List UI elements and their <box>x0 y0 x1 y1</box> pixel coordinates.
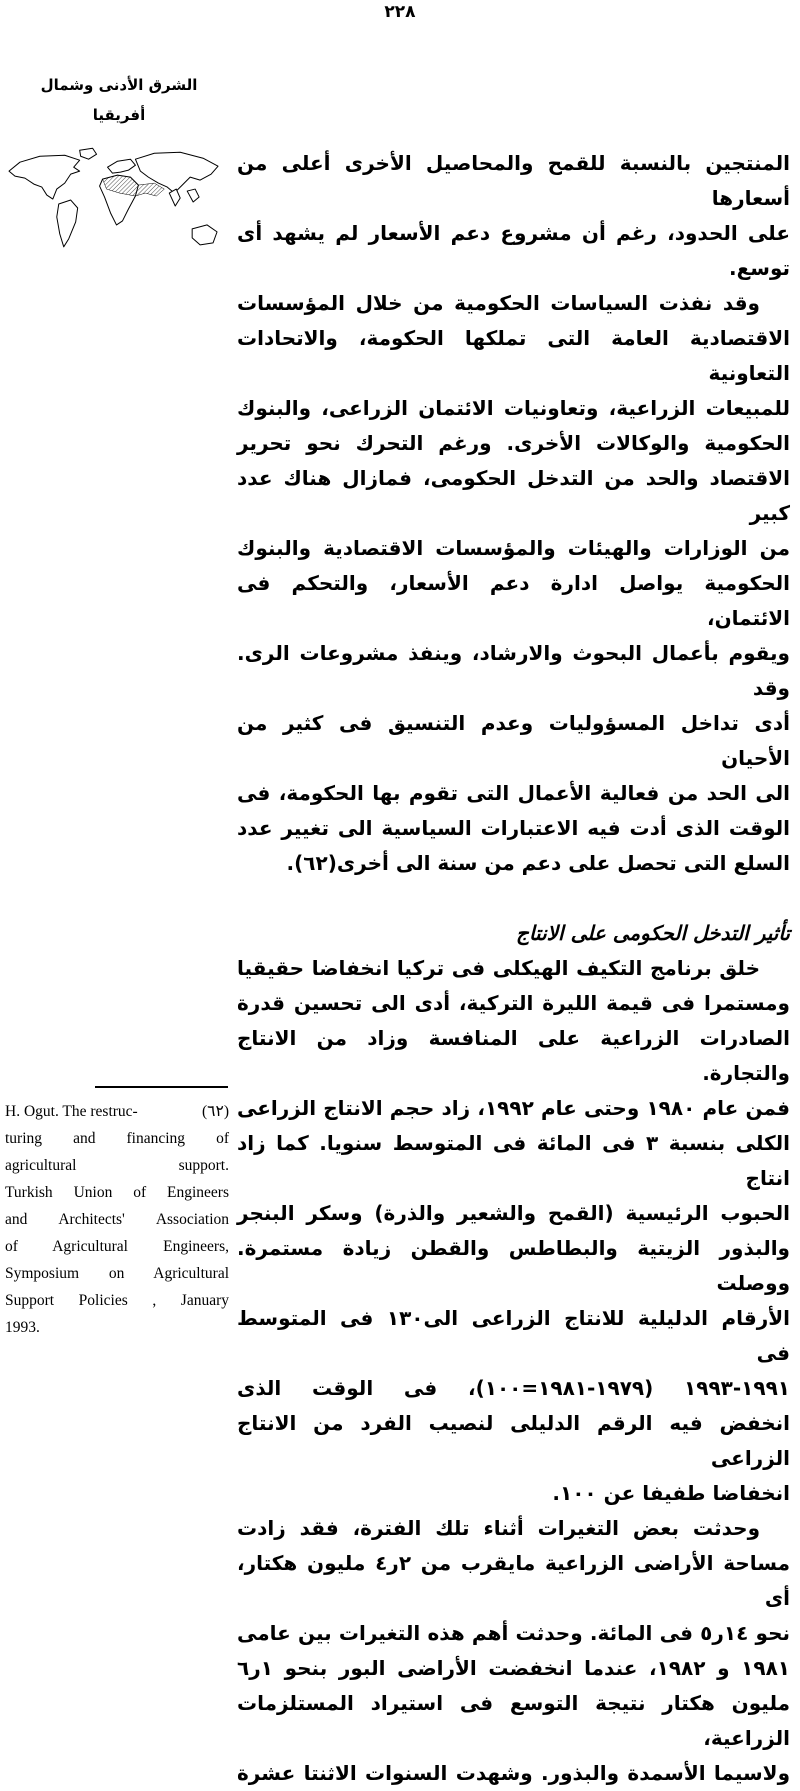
body-line: المنتجين بالنسبة للقمح والمحاصيل الأخرى أعلى من أسعارها <box>237 151 790 210</box>
paragraph-2 <box>237 286 790 881</box>
footnote-line: 1993. <box>5 1319 40 1336</box>
body-line-with-footnote-ref: السلع التى تحصل على دعم من سنة الى أخرى(٦٢). <box>286 851 790 875</box>
footnote-marker: (٦٢) <box>202 1103 229 1120</box>
map-caption-line-2: أفريقيا <box>92 106 146 124</box>
north-america-shape <box>9 155 80 199</box>
world-map <box>5 140 229 272</box>
body-line: انخفاضا طفيفا عن ١٠٠. <box>552 1481 790 1505</box>
footnote-text-start: H. Ogut. The restruc- <box>5 1103 138 1120</box>
body-line: توسع. <box>729 256 790 280</box>
body-line: خلق برنامج التكيف الهيكلى فى تركيا انخفاضا حقيقيا <box>237 956 760 980</box>
australia-shape <box>192 225 217 245</box>
body-line: أدى تداخل المسؤوليات وعدم التنسيق فى كثير من الأحيان <box>237 711 790 770</box>
section-heading: تأثير التدخل الحكومى على الانتاج <box>516 921 790 945</box>
body-line: الحكومية يواصل ادارة دعم الأسعار، والتحكم فى الائتمان، <box>237 571 790 630</box>
body-line: والبذور الزيتية والبطاطس والقطن زيادة مستمرة. ووصلت <box>237 1236 790 1295</box>
body-line: على الحدود، رغم أن مشروع دعم الأسعار لم يشهد أى <box>237 221 790 245</box>
paragraph-3 <box>237 951 790 1511</box>
body-line: ١٩٩١-١٩٩٣ (١٩٧٩-١٩٨١=١٠٠)، فى الوقت الذى <box>237 1376 790 1400</box>
footnote-line: agricultural support. <box>5 1157 229 1174</box>
body-line: الاقتصاد والحد من التدخل الحكومى، فمازال هناك عدد كبير <box>237 466 790 525</box>
footnote-line: and Architects' Association <box>5 1211 229 1228</box>
body-line: الاقتصادية العامة التى تملكها الحكومة، والاتحادات التعاونية <box>237 326 790 385</box>
footnote-line: turing and financing of <box>5 1130 229 1147</box>
body-line: الى الحد من فعالية الأعمال التى تقوم بها الحكومة، فى <box>237 781 790 805</box>
body-line: فمن عام ١٩٨٠ وحتى عام ١٩٩٢، زاد حجم الانتاج الزراعى <box>237 1096 791 1120</box>
body-line: ومستمرا فى قيمة الليرة التركية، أدى الى تحسين قدرة <box>237 991 790 1015</box>
body-line: الأرقام الدليلية للانتاج الزراعى الى١٣٠ فى المتوسط فى <box>237 1306 790 1365</box>
body-line: الوقت الذى أدت فيه الاعتبارات السياسية الى تغيير عدد <box>237 816 790 840</box>
body-line: للمبيعات الزراعية، وتعاونيات الائتمان الزراعى، والبنوك <box>237 396 790 420</box>
body-line: وقد نفذت السياسات الحكومية من خلال المؤسسات <box>237 291 760 315</box>
body-line: الصادرات الزراعية على المنافسة وزاد من الانتاج والتجارة. <box>237 1026 790 1085</box>
footnote <box>5 1098 229 1341</box>
body-line: الكلى بنسبة ٣ فى المائة فى المتوسط سنويا. كما زاد انتاج <box>237 1131 791 1190</box>
footnote-line: of Agricultural Engineers, <box>5 1238 229 1255</box>
page-number: ٢٢٨ <box>384 2 416 22</box>
body-line: مليون هكتار نتيجة التوسع فى استيراد المستلزمات الزراعية، <box>237 1691 790 1750</box>
body-line: من الوزارات والهيئات والمؤسسات الاقتصادية والبنوك <box>237 536 790 560</box>
body-line: مساحة الأراضى الزراعية مايقرب من ٢ر٤ مليون هكتار، أى <box>237 1551 790 1610</box>
greenland-shape <box>80 148 97 159</box>
continents <box>9 148 218 247</box>
region-map-block <box>5 70 233 272</box>
body-line: ١٩٨١ و ١٩٨٢، عندما انخفضت الأراضى البور بنحو ١ر٦ <box>237 1656 790 1680</box>
body-line: وحدثت بعض التغيرات أثناء تلك الفترة، فقد زادت <box>237 1516 760 1540</box>
footnote-line: Turkish Union of Engineers <box>5 1184 229 1201</box>
footnote-line: Symposium on Agricultural <box>5 1265 229 1282</box>
body-line: ولاسيما الأسمدة والبذور. وشهدت السنوات الاثنتا عشرة <box>237 1761 790 1785</box>
paragraph-4 <box>237 1511 790 1791</box>
footnote-line: Support Policies , January <box>5 1292 229 1309</box>
south-america-shape <box>57 200 78 247</box>
india-shape <box>169 189 180 206</box>
paragraph-1 <box>237 146 790 286</box>
body-line: ويقوم بأعمال البحوث والارشاد، وينفذ مشروعات الرى. وقد <box>237 641 790 700</box>
body-line: الحكومية والوكالات الأخرى. ورغم التحرك نحو تحرير <box>237 431 790 455</box>
body-line: الحبوب الرئيسية (القمح والشعير والذرة) وسكر البنجر <box>237 1201 790 1225</box>
body-line: انخفض فيه الرقم الدليلى لنصيب الفرد من الانتاج الزراعى <box>237 1411 790 1470</box>
body-line: نحو ١٤ر٥ فى المائة. وحدثت أهم هذه التغيرات بين عامى <box>237 1621 790 1645</box>
europe-shape <box>108 159 136 173</box>
footnote-separator-rule <box>95 1086 228 1088</box>
main-text-column <box>237 146 790 1791</box>
footnote-first-line <box>5 1098 229 1125</box>
southeast-asia-shape <box>187 189 199 202</box>
map-caption-line-1: الشرق الأدنى وشمال <box>40 76 198 94</box>
